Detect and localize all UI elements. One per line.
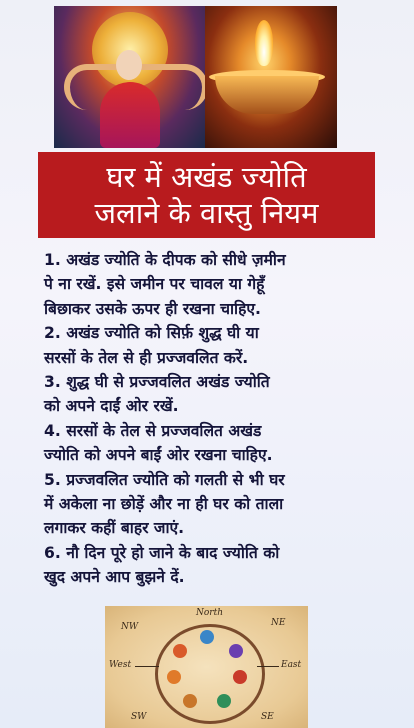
idol-body-shape	[100, 82, 160, 148]
direction-ne: NE	[271, 618, 286, 628]
diya-bowl-shape	[215, 76, 319, 114]
symbol-icon	[167, 670, 181, 684]
symbol-icon	[217, 694, 231, 708]
rule-line: 1. अखंड ज्योति के दीपक को सीधे ज़मीन	[44, 251, 286, 269]
direction-sw: SW	[131, 712, 147, 722]
title-line-1: घर में अखंड ज्योति	[106, 160, 307, 194]
east-arrow	[257, 666, 279, 667]
west-arrow	[135, 666, 159, 667]
rule-line: 3. शुद्ध घी से प्रज्जवलित अखंड ज्योति	[44, 373, 270, 392]
rule-line: में अकेला ना छोड़ें और ना ही घर को ताला	[44, 495, 284, 514]
goddess-durga-image	[54, 6, 205, 148]
direction-north: North	[196, 608, 224, 618]
vastu-direction-chart	[105, 606, 308, 728]
symbol-icon	[200, 630, 214, 644]
symbol-icon	[229, 644, 243, 658]
rule-line: बिछाकर उसके ऊपर ही रखना चाहिए.	[44, 299, 261, 318]
symbol-icon	[183, 694, 197, 708]
rule-line: सरसों के तेल से ही प्रज्जवलित करें.	[44, 348, 249, 367]
rule-line: खुद अपने आप बुझने दें.	[44, 568, 185, 587]
flame-icon	[255, 20, 273, 66]
title-line-2: जलाने के वास्तु नियम	[94, 196, 319, 230]
direction-west: West	[109, 660, 132, 670]
rule-line: ज्योति को अपने बाईं ओर रखना चाहिए.	[44, 446, 273, 465]
title-banner	[38, 152, 375, 238]
rule-line: 4. सरसों के तेल से प्रज्जवलित अखंड	[44, 421, 262, 440]
symbol-icon	[233, 670, 247, 684]
direction-east: East	[281, 660, 302, 670]
diya-lamp-image	[205, 6, 337, 148]
rule-line: पे ना रखें. इसे जमीन पर चावल या गेहूँ	[44, 275, 265, 294]
rule-line: 2. अखंड ज्योति को सिर्फ़ शुद्ध घी या	[44, 324, 259, 343]
direction-se: SE	[261, 712, 274, 722]
idol-face-shape	[116, 50, 142, 80]
rule-line: को अपने दाईं ओर रखें.	[44, 397, 179, 416]
rule-line: 5. प्रज्जवलित ज्योति को गलती से भी घर	[44, 470, 285, 489]
symbol-icon	[173, 644, 187, 658]
rule-line: लगाकर कहीं बाहर जाएं.	[44, 519, 185, 538]
direction-nw: NW	[121, 622, 139, 632]
rule-line: 6. नौ दिन पूरे हो जाने के बाद ज्योति को	[44, 543, 280, 562]
rules-list	[44, 248, 374, 590]
